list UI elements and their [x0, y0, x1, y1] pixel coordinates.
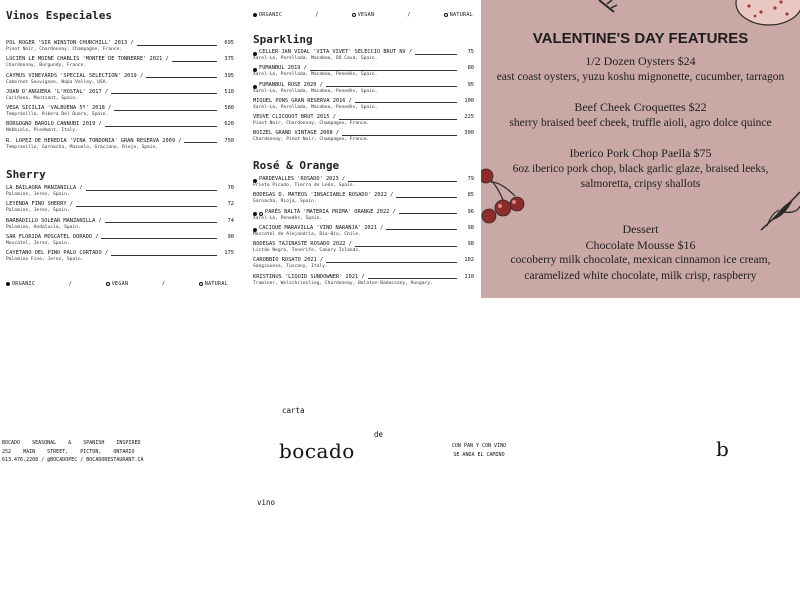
wine-name: MIQUEL PONS GRAN RESERVA 2016 / — [253, 97, 352, 104]
wine-price: 95 — [467, 81, 474, 88]
wine-name: BODEGAS D. MATEOS 'INSACIABLE ROSADO' 2022 / — [253, 192, 394, 199]
wine-description: Tempranillo, Garnacha, Mazuelo, Graciano, Rioja, Spain. — [6, 144, 159, 150]
de-word: de — [374, 430, 384, 439]
wine-line — [6, 218, 234, 225]
address-block — [2, 439, 154, 465]
wine-price: 72 — [227, 201, 234, 208]
valentines-title: VALENTINE'S DAY FEATURES — [532, 30, 749, 47]
wine-name: CACIQUE MARAVILLA 'VINO NARANJA' 2021 / — [259, 224, 384, 231]
wine-description: Prieto Picudo, Tierra de León, Spain. — [253, 183, 356, 188]
wine-line — [253, 98, 474, 105]
wine-item — [253, 98, 474, 114]
leader-rule — [339, 119, 457, 120]
wine-description: Pinot Noir, Chardonnay, Champagne, France. — [253, 121, 370, 127]
wine-description: Cabernet Sauvignon, Napa Valley, USA. — [6, 79, 109, 85]
tagline-line1: CON PAN Y CON VINO — [451, 443, 507, 449]
vegan-dot-icon — [352, 13, 356, 17]
wine-price: 395 — [224, 72, 234, 79]
wine-name: JOAN D'ANGUERA 'L'HOSTAL' 2017 / — [6, 88, 109, 95]
wine-description: Chardonnay, Pinot Noir, Champagne, France. — [253, 137, 370, 143]
wine-item — [6, 185, 234, 201]
paella-feature — [481, 146, 800, 193]
leader-rule — [86, 190, 217, 191]
wine-item — [6, 89, 234, 105]
wine-price: 80 — [467, 65, 474, 72]
wine-description: Listán Negro, Tenerife, Canary Islands. — [253, 248, 361, 254]
wine-item — [253, 274, 474, 290]
charcuterie-slice-icon — [736, 0, 800, 25]
wine-price: 510 — [224, 88, 234, 95]
valentines-panel — [481, 0, 800, 298]
leader-rule — [342, 135, 457, 136]
wine-price: 79 — [467, 176, 474, 182]
wine-price: 695 — [224, 40, 234, 46]
wine-name: LUCIEN LE MOINE CHABLIS 'MONTEE DE TONNERRE' 2021 / — [6, 56, 169, 63]
wine-description: Palomino, Jerez, Spain. — [6, 208, 70, 214]
paella-description-line2: salmoretta, cripsy shallots — [580, 178, 701, 191]
wine-item — [6, 201, 234, 217]
rose-orange-title: Rosé & Orange — [253, 159, 340, 172]
sparkling-title: Sparkling — [253, 33, 313, 46]
organic-dot-icon — [253, 212, 257, 216]
rose-orange-list — [253, 176, 474, 290]
address-line2: 252 MAIN STREET, PICTON, ONTARIO — [2, 448, 135, 455]
leader-rule — [137, 45, 217, 46]
dessert-description-line2: caramelized white chocolate, milk crisp, raspberry — [524, 269, 757, 282]
wine-name: CAROBBIO ROSATO 2021 / — [253, 257, 324, 264]
wine-name: BODEGAS TAJINASTE ROSADO 2022 / — [253, 241, 352, 248]
leader-rule — [111, 93, 217, 94]
wine-line — [253, 225, 474, 232]
wine-price: 75 — [467, 49, 474, 55]
sparkling-list — [253, 49, 474, 147]
wine-price: 98 — [467, 241, 474, 248]
wine-price: 750 — [224, 137, 234, 144]
legend-vegan: VEGAN — [352, 12, 375, 18]
legend-separator: / — [407, 12, 411, 18]
leader-rule — [326, 86, 457, 87]
croquettes-description: sherry braised beef cheek, truffle aioli, agro dolce quince — [509, 116, 772, 129]
wine-price: 90 — [227, 233, 234, 240]
wine-description: Palomino, Jerez, Spain. — [6, 192, 70, 197]
wine-name: SAR FLORIDA MOSCATEL DORADO / — [6, 233, 99, 240]
wine-line — [6, 73, 234, 80]
wine-name: CAYMUS VINEYARDS 'SPECIAL SELECTION' 2019 / — [6, 72, 144, 79]
wine-item — [253, 241, 474, 257]
leader-rule — [184, 142, 217, 143]
wine-line — [6, 40, 234, 47]
dessert-description-line1: cocoberry milk chocolate, mexican cinnamon ice cream, — [510, 254, 771, 267]
wine-price: 375 — [224, 56, 234, 63]
wine-line — [253, 209, 474, 216]
wine-item — [253, 192, 474, 208]
wine-item — [253, 176, 474, 192]
wine-item — [6, 73, 234, 89]
wine-description: Xarel-Lo, Parellada, Macabeo, Penedès, Spain. — [253, 88, 378, 94]
legend-separator: / — [68, 281, 73, 287]
leader-rule — [172, 61, 217, 62]
legend-separator: / — [315, 12, 319, 18]
wine-line — [6, 89, 234, 96]
tagline-line2: SE ANDA EL CAMINO — [453, 451, 505, 458]
wine-description: Pinot Noir, Chardonnay, Champagne, France. — [6, 47, 123, 52]
paella-heading: Iberico Pork Chop Paella $75 — [569, 146, 712, 160]
wine-item — [253, 82, 474, 98]
wine-name: R. LOPEZ DE HEREDIA 'VINA TONDONIA' GRAN RESERVA 2009 / — [6, 137, 182, 144]
wine-name: FUMANBUL ROSE 2020 / — [259, 81, 323, 88]
wine-item — [253, 65, 474, 81]
leader-rule — [101, 238, 217, 239]
vinos-list — [6, 40, 234, 154]
wine-name: VEUVE CLICQUOT BRUT 2015 / — [253, 114, 336, 121]
wine-item — [253, 114, 474, 130]
leader-rule — [310, 70, 457, 71]
organic-dot-icon — [6, 282, 10, 286]
wine-description: Nebbiolo, Piedmont, Italy. — [6, 128, 78, 134]
wine-line — [6, 138, 234, 145]
oysters-feature — [481, 54, 800, 85]
wine-price: 70 — [227, 185, 234, 191]
wine-item — [253, 209, 474, 225]
wine-price: 225 — [464, 114, 474, 121]
wine-price: 620 — [224, 121, 234, 128]
wine-name: KRISTINUS 'LIQUID SUNDOWNER' 2021 / — [253, 273, 365, 280]
wine-line — [253, 82, 474, 89]
leader-rule — [399, 213, 457, 214]
wine-description: Moscatel, Jerez, Spain. — [6, 240, 70, 246]
leader-rule — [355, 246, 457, 247]
wine-item — [253, 49, 474, 65]
wine-item — [6, 121, 234, 137]
vinos-especiales-title: Vinos Especiales — [6, 9, 112, 22]
organic-dot-icon — [253, 85, 257, 89]
paella-description-line1: 6oz iberico pork chop, black garlic glaze, braised leeks, — [512, 162, 769, 175]
leader-rule — [111, 255, 217, 256]
wine-description: Xarel-Lo, Parellada, Macabeo, DO Cava, Spain. — [253, 56, 378, 61]
wine-line — [253, 49, 474, 56]
vino-word: vino — [257, 498, 276, 507]
wine-price: 110 — [464, 273, 474, 280]
leader-rule — [105, 126, 217, 127]
wine-name: BOIZEL GRAND VINTAGE 2008 / — [253, 130, 340, 137]
oysters-description: east coast oysters, yuzu koshu mignonette, cucumber, tarragon — [496, 70, 785, 83]
croquettes-heading: Beef Cheek Croquettes $22 — [574, 100, 707, 114]
sherry-title: Sherry — [6, 168, 46, 181]
wine-description: Xarel-Lo, Parellada, Macabeo, Penedès, Spain. — [253, 104, 378, 110]
wine-name: CAYETANO DEL PINO PALO CORTADO / — [6, 250, 109, 257]
leader-rule — [386, 229, 457, 230]
sherry-list — [6, 185, 234, 266]
wine-name: PARDEVALLES 'ROSADO' 2023 / — [259, 176, 346, 182]
wine-name: CELLER JAN VIDAL 'VITA VIVET' SELECCIO BRUT NV / — [259, 49, 413, 55]
address-line3: 613.476.2208 / @BOCADOPEC / BOCADORESTAURANT.CA — [2, 457, 144, 463]
wine-name: VEGA SICILIA 'VALBUENA 5º' 2018 / — [6, 105, 112, 112]
legend-organic: ORGANIC — [6, 281, 35, 287]
wine-description: Chardonnay, Burgundy, France. — [6, 63, 87, 69]
tagline-block — [449, 442, 509, 459]
wine-item — [253, 130, 474, 146]
wine-price: 102 — [464, 257, 474, 264]
wine-description: Palomino Fino, Jerez, Spain. — [6, 257, 84, 263]
wine-item — [6, 56, 234, 72]
legend-natural: NATURAL — [444, 12, 473, 18]
bocado-monogram: b — [716, 437, 729, 461]
wine-description: Garnacha, Rioja, Spain. — [253, 199, 317, 205]
wine-name: PARÉS BALTÀ 'MATERIA PRIMA' ORANGE 2022 / — [265, 208, 396, 215]
leader-rule — [105, 222, 217, 223]
leader-rule — [76, 206, 217, 207]
wine-name: LA BAILAORA MANZANILLA / — [6, 185, 83, 191]
legend-vegan: VEGAN — [106, 281, 129, 287]
bocado-logo: bocado — [279, 439, 355, 463]
carta-word: carta — [282, 406, 305, 415]
address-line1: BOCADO SEASONAL & SPANISH INSPIRED — [2, 440, 141, 446]
wine-price: 98 — [467, 224, 474, 231]
wine-description: Palomino, Andalucia, Spain. — [6, 224, 81, 230]
wine-description: Cariñena, Montsant, Spain. — [6, 95, 78, 101]
wine-description: Xarel-Lo, Parellada, Macabeo, Penedès, Spain. — [253, 72, 378, 78]
wine-description: Traminer, Welschriesling, Chardonnay, Balaton-Badacsony, Hungary. — [253, 280, 433, 286]
wine-item — [6, 250, 234, 266]
wine-line — [253, 176, 474, 183]
vegan-dot-icon — [106, 282, 110, 286]
leader-rule — [348, 181, 457, 182]
legend-separator: / — [161, 281, 166, 287]
wine-description: Xarel-Lo, Penedès, Spain. — [253, 215, 323, 221]
dessert-heading: Chocolate Mousse $16 — [585, 237, 696, 252]
leader-rule — [114, 110, 217, 111]
wine-item — [253, 257, 474, 273]
croquettes-feature — [481, 100, 800, 131]
leader-rule — [368, 278, 457, 279]
wine-price: 85 — [467, 192, 474, 199]
leader-rule — [326, 262, 457, 263]
natural-dot-icon — [199, 282, 203, 286]
sprig-top-icon — [599, 0, 614, 12]
leader-rule — [146, 77, 217, 78]
wine-description: Sangiovese, Tuscany, Italy. — [253, 264, 328, 270]
legend-top — [253, 12, 473, 18]
organic-dot-icon — [253, 13, 257, 17]
wine-name: LEYENDA FINO SHERRY / — [6, 201, 73, 208]
wine-price: 175 — [224, 250, 234, 257]
dessert-feature — [481, 222, 800, 284]
natural-dot-icon — [444, 13, 448, 17]
leader-rule — [396, 197, 457, 198]
wine-item — [253, 225, 474, 241]
wine-price: 100 — [464, 97, 474, 104]
wine-item — [6, 105, 234, 121]
wine-name: FUMANBUL 2019 / — [259, 65, 307, 72]
wine-description: Tempranillo, Ribera Del Duero, Spain. — [6, 112, 109, 118]
wine-item — [6, 234, 234, 250]
legend-natural: NATURAL — [199, 281, 228, 287]
wine-name: POL ROGER 'SIR WINSTON CHURCHILL' 2013 / — [6, 40, 134, 46]
wine-description: Moscatel de Alejandría, Bío-Bío, Chile. — [253, 231, 361, 237]
wine-line — [253, 274, 474, 281]
wine-price: 74 — [227, 217, 234, 224]
wine-item — [6, 218, 234, 234]
wine-name: BARBADILLO SOLEAR MANZANILLA / — [6, 217, 102, 224]
wine-line — [6, 234, 234, 241]
legend-organic: ORGANIC — [253, 12, 282, 18]
leader-rule — [355, 102, 457, 103]
legend-left — [6, 281, 228, 287]
oysters-heading: 1/2 Dozen Oysters $24 — [585, 54, 696, 68]
leader-rule — [415, 54, 457, 55]
wine-name: BORGOGNO BAROLO CANNUBI 2019 / — [6, 121, 102, 128]
wine-item — [6, 138, 234, 154]
wine-item — [6, 40, 234, 56]
wine-price: 580 — [224, 105, 234, 112]
wine-line — [6, 185, 234, 192]
dessert-label: Dessert — [622, 222, 659, 236]
wine-price: 96 — [467, 208, 474, 215]
wine-price: 300 — [464, 130, 474, 137]
vegan-dot-icon — [259, 212, 263, 216]
